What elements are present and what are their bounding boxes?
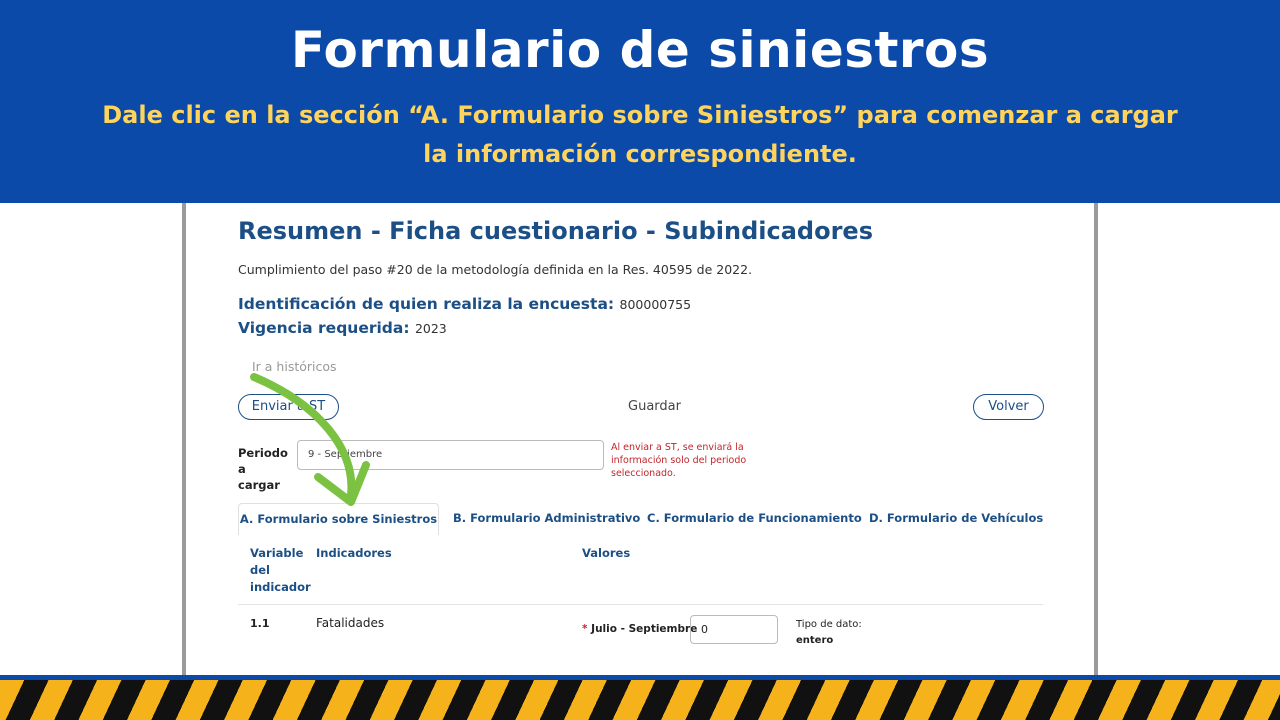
row-variable-number: 1.1	[250, 617, 270, 630]
table-divider	[238, 604, 1043, 605]
identificacion-label: Identificación de quien realiza la encuesta:	[238, 295, 615, 313]
column-header-valores: Valores	[582, 546, 631, 560]
tab-formulario-siniestros[interactable]: A. Formulario sobre Siniestros	[238, 503, 439, 535]
back-button[interactable]: Volver	[973, 394, 1044, 420]
periodo-label: Periodo a cargar	[238, 446, 288, 492]
header-banner	[0, 0, 1280, 203]
required-mark: *	[582, 623, 588, 635]
row-indicator-name: Fatalidades	[316, 616, 385, 630]
vigencia-line	[238, 319, 447, 337]
identificacion-value: 800000755	[619, 297, 692, 312]
banner-title: Formulario de siniestros	[290, 21, 990, 79]
send-st-button[interactable]: Enviar a ST	[238, 394, 339, 420]
column-header-indicadores: Indicadores	[316, 546, 392, 560]
page-title: Resumen - Ficha cuestionario - Subindicadores	[238, 217, 873, 245]
vigencia-label: Vigencia requerida:	[238, 319, 410, 337]
historicos-link[interactable]: Ir a históricos	[252, 359, 337, 374]
row-period-label: * Julio - Septiembre	[582, 623, 698, 635]
fatalidades-value-input[interactable]: 0	[690, 615, 778, 644]
save-button[interactable]: Guardar	[628, 399, 681, 414]
tab-formulario-administrativo[interactable]: B. Formulario Administrativo	[453, 511, 641, 525]
column-header-variable: Variable del indicador	[250, 546, 311, 594]
vigencia-value: 2023	[414, 321, 447, 336]
screenshot-panel	[182, 203, 1098, 675]
hazard-stripe-footer	[0, 680, 1280, 720]
row-data-type: Tipo de dato: entero	[796, 619, 862, 646]
tab-formulario-funcionamiento[interactable]: C. Formulario de Funcionamiento	[647, 511, 862, 525]
tab-formulario-vehiculos[interactable]: D. Formulario de Vehículos	[869, 511, 1044, 525]
identificacion-line	[238, 295, 691, 313]
banner-subtitle: Dale clic en la sección “A. Formulario sobre Siniestros” para comenzar a cargar la información correspondiente.	[102, 101, 1178, 168]
page-description: Cumplimiento del paso #20 de la metodología definida en la Res. 40595 de 2022.	[238, 262, 753, 277]
periodo-select[interactable]: 9 - Septiembre	[297, 440, 604, 470]
periodo-warning: Al enviar a ST, se enviará la información solo del periodo seleccionado.	[611, 442, 747, 479]
